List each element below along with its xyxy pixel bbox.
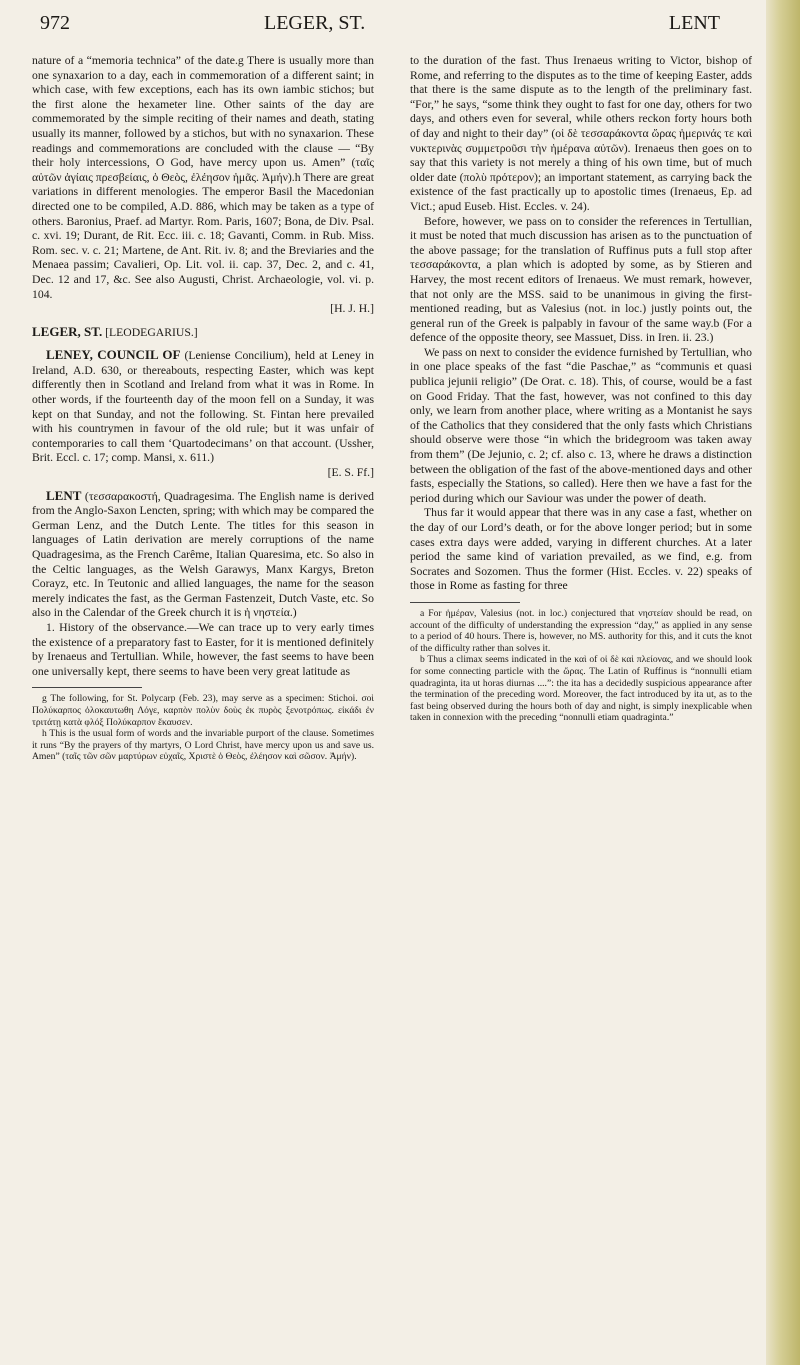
paragraph-irenaeus: to the duration of the fast. Thus Irenaeus writing to Victor, bishop of Rome, and referring to the disputes as to the time of keeping Easter, adds that there is the same dispute as to the length of the preliminary fast. “For,” he says, “some think they ought to fast for one day, others for two days, and others even for several, while others reckon forty hours both of day and night to their day” (οἱ δὲ τεσσαράκοντα ὥρας ἡμερινάς τε καὶ νυκτερινὰς συμμετροῦσι τὴν ἡμέρανa αὐτῶν). Irenaeus then goes on to say that this variety is not merely a thing of his own time, but of much older date (πολὺ πρότερον); an important statement, as carrying back the existence of the fast practically up to apostolic times (Irenaeus, Ep. ad Vict.; apud Euseb. Hist. Eccles. v. 24).: [410, 54, 752, 213]
paragraph-memoria: nature of a “memoria technica” of the date.g There is usually more than one synaxarion to a day, each in commemoration of a different saint; in which case, with few exceptions, each has its own iambic stichos; but the first alone the hexameter line. Other saints of the day are commemorated by the simple reciting of their names and death, stating usually its manner, followed by a stichos, but with no synaxarion. These readings and commemorations are concluded with the clause — “By their holy intercessions, O God, have mercy upon us. Amen” (ταῖς αὐτῶν ἁγίαις πρεσβείαις, ὁ Θεὸς, ἐλέησον ἡμᾶς. Ἀμήν).h There are great variations in different menologies. The emperor Basil the Macedonian directed one to be compiled, A.D. 886, which may be taken as a type of others. Baronius, Praef. ad Martyr. Rom. Paris, 1607; Bona, de Div. Psal. c. xvi. 19; Durant, de Rit. Ecc. iii. c. 18; Gavanti, Comm. in Rub. Miss. Rom. sec. v. c. 21; Martene, de Ant. Rit. iv. 8; and the Breviaries and the Menaea passim; Cavalieri, Op. Lit. vol. ii. cap. 37, Dec. 2, and c. 41, Dec. 12 and 17, &c. See also Augusti, Christ. Archaeologie, vol. vi. p. 104.: [32, 54, 374, 301]
signature-esff: [E. S. Ff.]: [327, 466, 374, 480]
running-header: [40, 6, 760, 40]
headword: LEGER, ST.: [32, 323, 103, 339]
left-column: [32, 54, 374, 763]
page-number: 972: [40, 12, 70, 34]
section-history: 1. History of the observance.—We can trace up to very early times the existence of a preparatory fast to Easter, for it is mentioned definitely by Irenaeus and Tertullian. While, however, the fast seems to have been one universally kept, there seems to have been very great latitude as: [32, 620, 374, 678]
left-running-head: LEGER, ST.: [264, 12, 366, 34]
right-column: [410, 54, 752, 724]
entry-leney: LENEY, COUNCIL OF (Leniense Concilium), held at Leney in Ireland, A.D. 630, or thereabouts, respecting Easter, which was kept differently then in Scotland and Ireland from what it was in Rome. In other words, if the fourteenth day of the moon fell on a Sunday, it was kept on that Sunday, and not the following. St. Fintan here prevailed with his countrymen in favour of the old rule; but it was unfair of contemporaries to call them ‘Quartodecimans’ on that account. (Ussher, Brit. Eccl. c. 17; comp. Mansi, x. 611.): [32, 347, 374, 465]
footnote-rule: [410, 602, 520, 603]
paragraph-variation: Thus far it would appear that there was in any case a fast, whether on the day of our Lord’s death, or for the above longer period; but in some cases extra days were added, varying in different churches. At a later period the same kind of variation prevailed, as we find, e.g. from Socrates and Sozomen. Thus the former (Hist. Eccles. v. 22) speaks of those in Rome as fasting for three: [410, 506, 752, 593]
page-edge-shadow: [766, 0, 800, 1365]
footnote-b: b Thus a climax seems indicated in the καὶ of οἱ δὲ καὶ πλείονας, and we should look for some connecting particle with the ὥρας. The Latin of Ruffinus is “nonnulli etiam quadraginta, ita ut horas diurnas ....”: the ita has a decidedly suspicious appearance after the termination of the preceding word. Moreover, the fact introduced by ita ut, as to the fast being observed during the hours both of day and night, is simply inexplicable when taken in connexion with the preceding “nonnulli etiam quadraginta.”: [410, 654, 752, 724]
left-footnotes: [32, 693, 374, 763]
footnote-rule: [32, 687, 142, 688]
footnote-h: h This is the usual form of words and the invariable purport of the clause. Sometimes it runs “By the prayers of thy martyrs, O Lord Christ, have mercy upon us and save us. Amen” (ταῖς τῶν σῶν μαρτύρων εὐχαῖς, Χριστὲ ὁ Θεὸς, ἐλέησον καὶ σῶσον. Ἀμήν).: [32, 728, 374, 763]
signature-hjh: [H. J. H.]: [330, 302, 374, 316]
footnote-g: g The following, for St. Polycarp (Feb. 23), may serve as a specimen: Stichoi. σοὶ Πολύκαρπος ὀλοκαυτωθη Λόγε, καρπὸν πολὺν δοὺς ἐκ πυρὸς ξενοτρόπως. εἰκάδι ἐν τριτάτῃ κατὰ φλόξ Πολύκαρπον ἔκαυσεν.: [32, 693, 374, 728]
headword: LENT: [46, 487, 82, 503]
paragraph-punctuation: Before, however, we pass on to consider the references in Tertullian, it must be noted that much discussion has arisen as to the punctuation of the above passage; for the translation of Ruffinus puts a full stop after τεσσαράκοντα, a plan which is adopted by some, as by Stieren and Harvey, the most recent editors of Irenaeus. We must remark, however, that not only are the MSS. said to be unanimous in giving the first-mentioned reading, but as Valesius (not. in loc.) justly points out, the general run of the Greek is palpably in favour of the same way.b (For a defence of the opposite theory, see Massuet, Diss. in Iren. ii. 23.): [410, 214, 752, 345]
entry-lent: LENT (τεσσαρακοστή, Quadragesima. The English name is derived from the Anglo-Saxon Lencten, spring; with which may be compared the German Lenz, and the Dutch Lente. The titles for this season in languages of Latin derivation are merely corruptions of the name Quadragesima, as the French Carême, Italian Quaresima, etc. So also in the Celtic languages, as the Welsh Garawys, Manx Kargys, Breton Corayz, etc. In Teutonic and allied languages, the name for the season merely indicates the fast, as the German Fastenzeit, Dutch Vaste, etc. So also in the Calendar of the Greek church it is ἡ νηστεία.): [32, 487, 374, 620]
entry-leger: LEGER, ST. [LEODEGARIUS.]: [32, 323, 198, 339]
footnote-a: a For ἡμέραν, Valesius (not. in loc.) conjectured that νηστείαν should be read, on account of the difficulty of understanding the expression “day,” as applied in any sense to a period of 40 hours. There is, however, no MS. authority for this, and it cuts the knot of the difficulty rather than solves it.: [410, 607, 752, 654]
paragraph-tertullian: We pass on next to consider the evidence furnished by Tertullian, who in one place speaks of the fast “die Paschae,” as “communis et quasi publica jejunii religio” (De Orat. c. 18). This, of course, would be a fast on Good Friday. That the fast, however, was not confined to this day only, we learn from another place, where writing as a Montanist he says of the Catholics that they considered that the only fasts which Christians should observe were those “in which the bridegroom was taken away from them” (De Jejunio, c. 2; cf. also c. 13, where he draws a distinction between the obligation of the fast of the above-mentioned days and other fasts, especially the Stations, so called). Here then we have a fast for the period during which our Saviour was under the power of death.: [410, 345, 752, 505]
right-running-head: LENT: [668, 12, 720, 34]
headword: LENEY, COUNCIL OF: [46, 347, 181, 363]
right-footnotes: [410, 608, 752, 724]
